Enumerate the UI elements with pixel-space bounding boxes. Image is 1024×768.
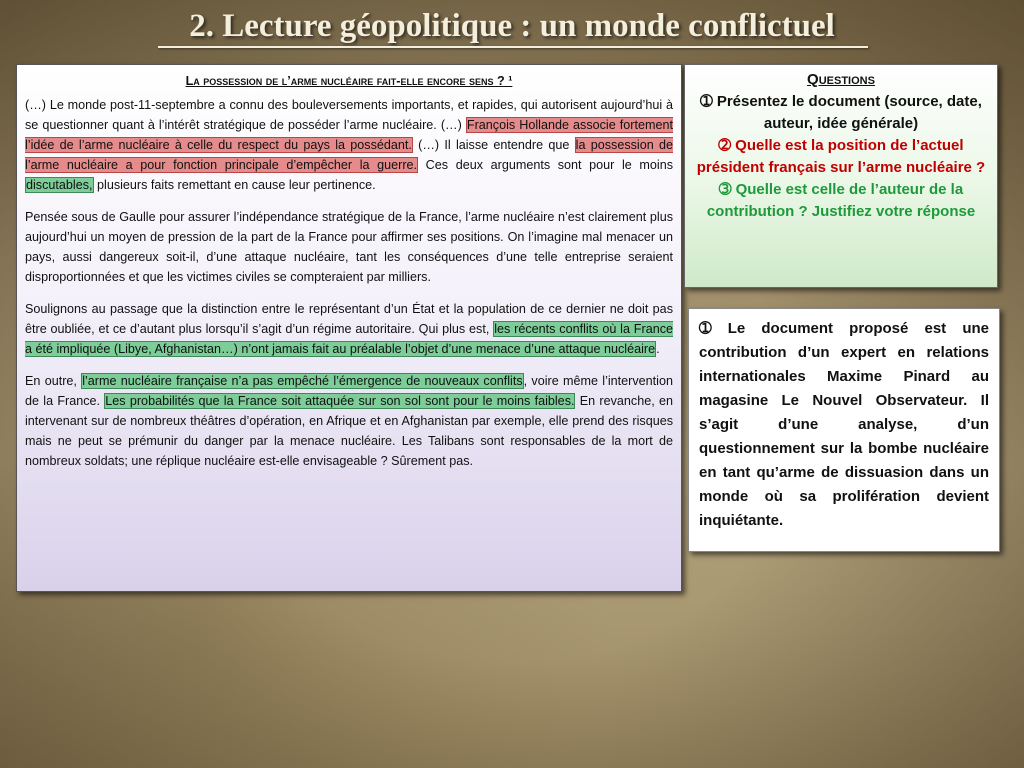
text: (…) Il laisse entendre que bbox=[412, 138, 575, 152]
title-underline bbox=[158, 46, 868, 48]
text: (…) Le monde post-11-septembre a connu des bouleversements importants, et rapides, qui autorisent aujourd’hui à se questionner quant à l’intérêt stratégique de posséder l’arme nucléaire. (…) bbox=[25, 98, 673, 132]
document-title: La possession de l’arme nucléaire fait-elle encore sens ? ¹ bbox=[185, 74, 513, 88]
text: , voire même l’intervention de la France. bbox=[25, 374, 673, 408]
question-3: ➂ Quelle est celle de l’auteur de la contribution ? Justifiez votre réponse bbox=[706, 181, 976, 220]
text: En outre, bbox=[25, 374, 82, 388]
text: . bbox=[656, 342, 660, 356]
document-paragraph-4 bbox=[25, 371, 673, 471]
highlight-green: discutables, bbox=[26, 178, 93, 192]
highlight-red: la possession de l’arme nucléaire a pour fonction principale d’empêcher la guerre. bbox=[25, 138, 673, 172]
question-2: ➁ Quelle est la position de l’actuel président français sur l’arme nucléaire ? bbox=[696, 137, 986, 176]
highlight-green: l’arme nucléaire française n’a pas empêché l’émergence de nouveaux conflits bbox=[82, 374, 523, 388]
slide-title: 2. Lecture géopolitique : un monde conflictuel bbox=[189, 8, 835, 44]
text: Ces deux arguments sont pour le moins bbox=[418, 158, 673, 172]
highlight-red: François Hollande associe fortement l’idée de l’arme nucléaire à celle du respect du pays la possédant. bbox=[25, 118, 673, 152]
highlight-green: Les probabilités que la France soit attaquée sur son sol sont pour le moins faibles. bbox=[105, 394, 575, 408]
text: plusieurs faits remettant en cause leur pertinence. bbox=[93, 178, 376, 192]
text: Soulignons au passage que la distinction entre le représentant d’un État et la population de ce dernier ne doit pas être oubliée, et ce d’autant plus lorsqu’il s’agit d’un régime autoritaire. Qui plus est, bbox=[25, 302, 673, 336]
highlight-green: les récents conflits où la France a été impliquée (Libye, Afghanistan…) n’ont jamais fait au préalable l’objet d’une menace d’une attaque nucléaire bbox=[25, 322, 673, 356]
answer-box: ➀ Le document proposé est une contribution d’un expert en relations internationales Maxime Pinard au magasine Le Nouvel Observateur. Il s’agit d’une analyse, d’un questionnement sur la bombe nucléaire en tant qu’arme de dissuasion dans un monde où sa prolifération devient inquiétante. bbox=[688, 308, 1000, 552]
document-paragraph-2: Pensée sous de Gaulle pour assurer l’indépendance stratégique de la France, l’arme nucléaire n’est clairement plus aujourd’hui un moyen de pression de la part de la France pour affirmer ses positions. On l’imagine mal menacer un pays, aussi dangereux soit-il, d’une attaque nucléaire, tant les conséquences d’une telle entreprise seraient disproportionnées et que les victimes civiles se compteraient par milliers. bbox=[25, 210, 673, 284]
document-box bbox=[16, 64, 682, 592]
questions-heading: Questions bbox=[807, 71, 875, 88]
text: En revanche, en intervenant sur de nombreux théâtres d’opération, en Afrique et en Afghanistan par exemple, elle prend des risques mais ne peut se prémunir du danger par la menace nucléaire. Les Talibans sont responsables de la mort de nombreux soldats; une réplique nucléaire est-elle envisageable ? Sûrement pas. bbox=[25, 394, 673, 468]
document-paragraph-3 bbox=[25, 299, 673, 359]
question-1: ➀ Présentez le document (source, date, auteur, idée générale) bbox=[700, 93, 982, 132]
questions-box bbox=[684, 64, 998, 288]
document-paragraph-1 bbox=[25, 95, 673, 195]
